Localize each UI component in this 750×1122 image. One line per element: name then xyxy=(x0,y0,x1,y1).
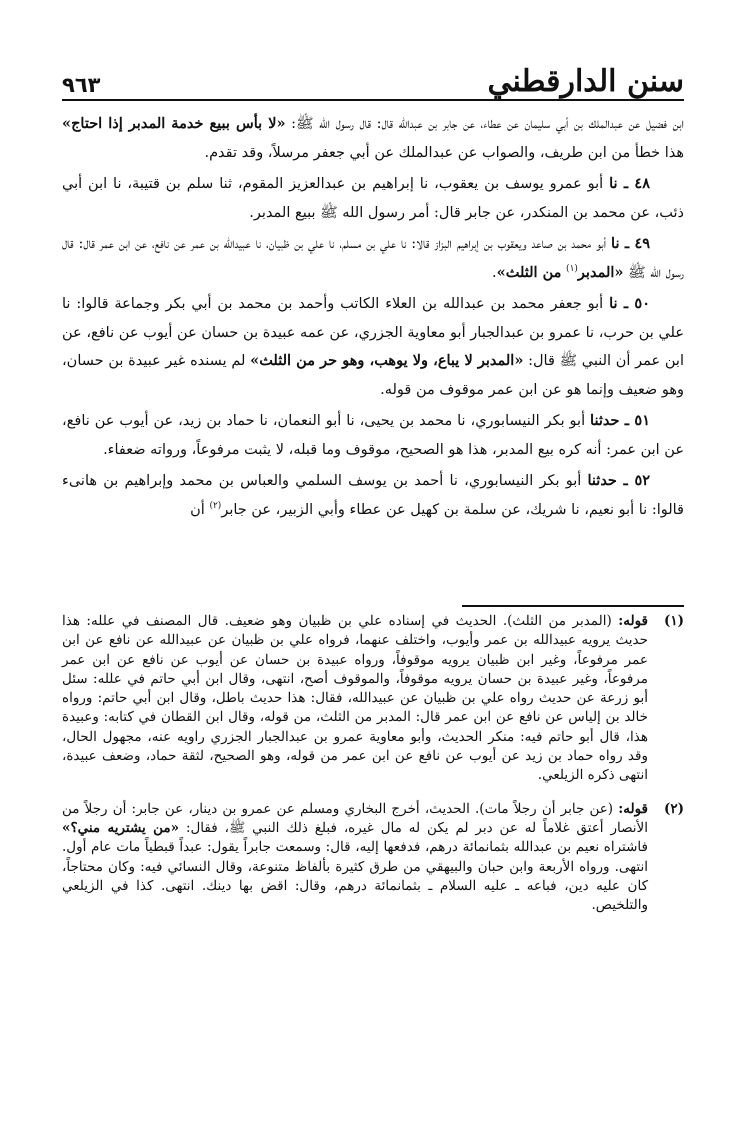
header-divider xyxy=(62,99,684,101)
footnote-lead: قوله: xyxy=(618,800,648,817)
page-header xyxy=(62,56,684,100)
text-segment: أبو بكر النيسابوري، نا أحمد بن يوسف السلمي والعباس بن محمد وإبراهيم بن هانىء قالوا: نا أبو نعيم، نا شريك، عن سلمة بن كهيل عن عطاء وأبي الزبير، عن جابر xyxy=(62,473,684,518)
hadith-number: ٤٨ ـ نا xyxy=(609,175,650,192)
text-segment: (المدبر من الثلث). الحديث في إسناده علي بن ظبيان وهو ضعيف. قال المصنف في علله: هذا حديث يرويه عبيدالله بن عمر وأيوب، واختلف عنهما، فرواه علي بن ظبيان عن عبيدالله عن نافع عن ابن عمر مرفوعاً، وغير ابن ظبيان يرويه موقوفاً، ورواه عبيدة بن حسان عن أيوب عن نافع عن ابن عمر مرفوعاً، وغير عبيدة بن حسان يرويه موقوفاً، والموقوف أصح، انتهى، وقال ابن أبي حاتم في علله: سئل أبو زرعة عن حديث رواه علي بن ظبيان عن عبيدالله، فقال: هذا حديث باطل، وقال ابن أبي حاتم: ورواه خالد بن إلياس عن نافع عن ابن عمر قال: المدبر من الثلث، من قوله، وقال ابن القطان في كتابه: وعبيدة هذا، قال أبو حاتم فيه: منكر الحديث، وأبو معاوية عمرو بن عبدالجبار الجزري راويه عنه، مجهول الحال، وقد رواه حماد بن زيد عن أيوب عن نافع عن ابن عمر من قوله، وهو الصحيح، لثقة حماد، وضعف عبيدة، انتهى ذكره الزيلعي. xyxy=(62,613,648,784)
quoted-hadith: «المدبر لا يباع، ولا يوهب، وهو حر من الثلث» xyxy=(250,352,524,369)
text-segment: أبو محمد بن صاعد ويعقوب بن إبراهيم البزاز قالا: نا علي بن مسلم، نا علي بن ظبيان، نا عبيدالله بن عمر عن نافع، عن ابن عمر قال: قال رسول الله ﷺ xyxy=(62,236,684,281)
footnote-text xyxy=(62,612,648,786)
page-number: ٩٦٣ xyxy=(62,73,101,97)
text-segment: لم يسنده غير عبيدة بن حسان، وهو ضعيف وإنما هو عن ابن عمر موقوف من قوله. xyxy=(62,353,684,398)
text-segment: فاشتراه نعيم بن عبدالله بثمانمائة درهم، فدفعها إليه، قال: وسمعت جابراً يقول: عبداً قبطياً مات عام أول. انتهى. ورواه الأربعة وابن حبان والبيهقي من طرق كثيرة بألفاظ متنوعة، وقال النسائي فيه: وكان محتاجاً، كان عليه دين، فباعه ـ عليه السلام ـ بثمانمائة درهم، وقال: اقض بها دينك. انتهى. كذا في الزيلعي والتلخيص. xyxy=(62,839,648,914)
footnote-divider xyxy=(462,605,684,607)
hadith-48 xyxy=(62,170,684,227)
quoted-hadith: «المدبر xyxy=(577,263,624,281)
hadith-number: ٤٩ ـ نا xyxy=(611,235,651,252)
text-segment: أبو بكر النيسابوري، نا محمد بن يحيى، نا أبو النعمان، نا حماد بن زيد، عن أيوب عن نافع، عن ابن عمر: أنه كره بيع المدبر، هذا هو الصحيح، موقوف وما قبله، لا يثبت مرفوعاً، ورواته ضعفاء. xyxy=(62,413,684,458)
quoted-hadith: من الثلث» xyxy=(496,263,562,281)
hadith-number: ٥٢ ـ حدثنا xyxy=(587,472,651,489)
text-segment: هذا خطأ من ابن طريف، والصواب عن عبدالملك عن أبي جعفر مرسلاً، وقد تقدم. xyxy=(204,144,684,161)
hadith-number: ٥١ ـ حدثنا xyxy=(590,412,650,429)
text-segment: . xyxy=(492,264,497,281)
hadith-49 xyxy=(62,230,684,287)
footnote-number: (١) xyxy=(663,613,684,629)
footnote-ref-2[interactable]: (٢) xyxy=(209,500,222,511)
footnote-number: (٢) xyxy=(663,800,684,817)
text-segment: أبو عمرو يوسف بن يعقوب، نا إبراهيم بن عبدالعزيز المقوم، ثنا سلم بن قتيبة، نا ابن أبي ذئب، عن محمد بن المنكدر، عن جابر قال: أمر رسول الله ﷺ ببيع المدبر. xyxy=(62,176,684,221)
hadith-52 xyxy=(62,467,684,524)
quoted-hadith: «لا بأس ببيع خدمة المدبر إذا احتاج» xyxy=(62,115,286,132)
main-text xyxy=(62,110,684,527)
hadith-50 xyxy=(62,290,684,404)
footnote-1 xyxy=(62,612,684,786)
text-segment: أن xyxy=(190,501,205,518)
text-segment: (عن جابر أن رجلاً مات). الحديث، أخرج البخاري ومسلم عن عمرو بن دينار، عن جابر: أن رجلاً من الأنصار أعتق غلاماً له عن دبر لم يكن له مال غيره، فبلغ ذلك النبي ﷺ، فقال: xyxy=(62,800,648,836)
running-title: سنن الدارقطني xyxy=(487,64,684,99)
paragraph-continuation xyxy=(62,110,684,167)
text-segment: أبو جعفر محمد بن عبدالله بن العلاء الكاتب وأحمد بن محمد بن أبي بكر وجماعة قالوا: نا علي بن حرب، نا عمرو بن عبدالجبار أبو معاوية الجزري، عن عمه عبيدة بن حسان عن أيوب عن نافع، عن ابن عمر أن النبي ﷺ قال: xyxy=(62,296,684,369)
text-segment: ابن فضيل عن عبدالملك بن أبي سليمان عن عطاء، عن جابر بن عبدالله قال: قال رسول الله ﷺ: xyxy=(291,116,685,132)
hadith-number: ٥٠ ـ نا xyxy=(609,295,650,312)
footnote-lead: قوله: xyxy=(618,613,648,629)
footnote-2 xyxy=(62,800,684,916)
footnotes xyxy=(62,612,684,929)
hadith-51 xyxy=(62,407,684,464)
footnote-text xyxy=(62,800,648,916)
quoted-hadith: «من يشتريه مني؟» xyxy=(62,819,180,836)
footnote-ref-1[interactable]: (١) xyxy=(566,263,578,274)
